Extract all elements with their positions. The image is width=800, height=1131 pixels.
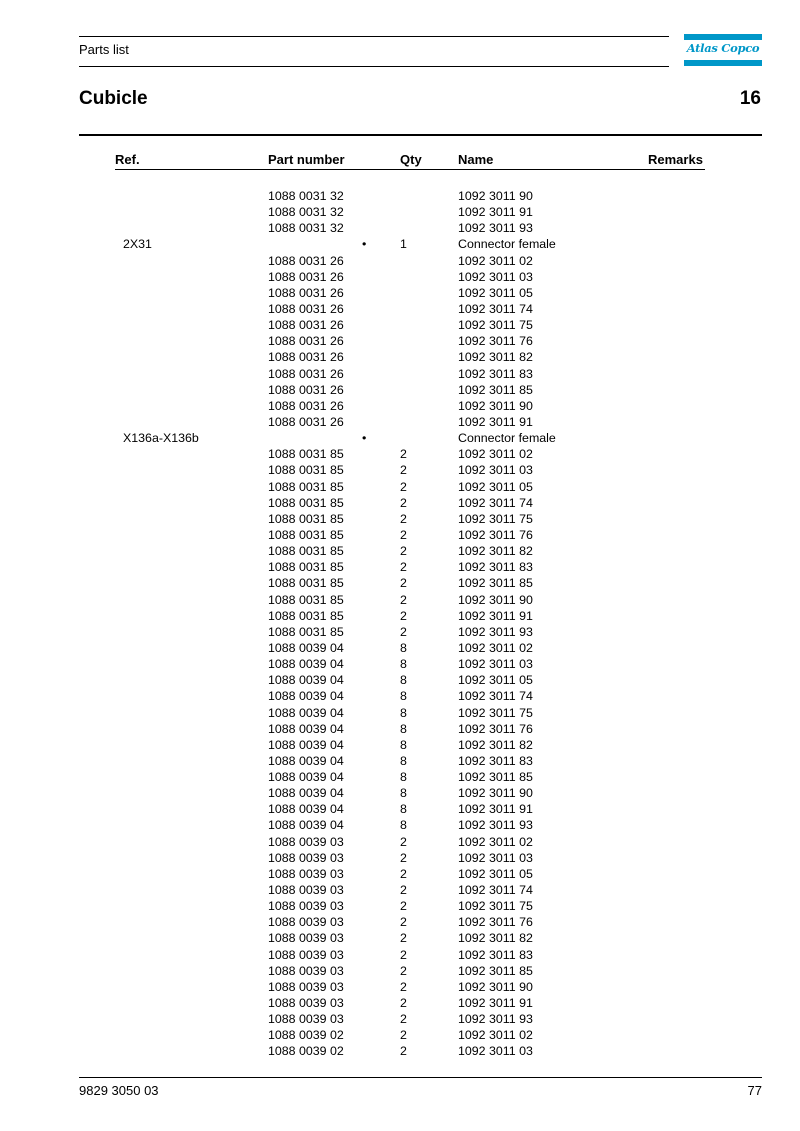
- row-qty: 2: [400, 527, 407, 542]
- row-name: 1092 3011 91: [458, 205, 533, 220]
- logo-bottom-bar: [684, 60, 762, 66]
- row-name: 1092 3011 76: [458, 527, 533, 542]
- row-name: 1092 3011 03: [458, 850, 533, 865]
- row-part-number: 1088 0039 03: [268, 931, 344, 946]
- row-qty: 2: [400, 479, 407, 494]
- row-part-number: 1088 0039 03: [268, 899, 344, 914]
- row-part-number: 1088 0039 03: [268, 947, 344, 962]
- row-name: 1092 3011 74: [458, 883, 533, 898]
- row-part-number: 1088 0031 85: [268, 479, 344, 494]
- row-part-number: 1088 0039 04: [268, 737, 344, 752]
- table-row: [0, 253, 800, 269]
- row-qty: 2: [400, 850, 407, 865]
- table-row: [0, 640, 800, 656]
- row-name: 1092 3011 83: [458, 947, 533, 962]
- row-name: 1092 3011 90: [458, 189, 533, 203]
- row-qty: 2: [400, 915, 407, 930]
- table-row: [0, 495, 800, 511]
- row-qty: 2: [400, 979, 407, 994]
- row-qty: 8: [400, 673, 407, 688]
- row-part-number: 1088 0039 03: [268, 850, 344, 865]
- row-qty: 2: [400, 463, 407, 478]
- row-part-number: 1088 0039 04: [268, 689, 344, 704]
- table-row: [0, 979, 800, 995]
- row-part-number: 1088 0039 04: [268, 770, 344, 785]
- column-header-name: Name: [458, 152, 494, 167]
- table-row: [0, 995, 800, 1011]
- row-part-number: 1088 0039 02: [268, 1044, 344, 1059]
- table-row: [0, 543, 800, 559]
- row-part-number: 1088 0039 04: [268, 753, 344, 768]
- row-part-number: 1088 0039 03: [268, 883, 344, 898]
- column-header-ref: Ref.: [115, 152, 140, 167]
- row-qty: 2: [400, 560, 407, 575]
- row-qty: 2: [400, 996, 407, 1011]
- row-bullet: •: [362, 431, 367, 446]
- row-name: 1092 3011 91: [458, 608, 533, 623]
- table-row: [0, 462, 800, 478]
- table-row: [0, 285, 800, 301]
- row-qty: 2: [400, 1028, 407, 1043]
- row-qty: 8: [400, 721, 407, 736]
- row-part-number: 1088 0031 85: [268, 495, 344, 510]
- row-name: 1092 3011 91: [458, 996, 533, 1011]
- row-name: 1092 3011 05: [458, 673, 533, 688]
- row-name: 1092 3011 83: [458, 560, 533, 575]
- row-part-number: 1088 0031 26: [268, 414, 344, 429]
- row-name: 1092 3011 85: [458, 770, 533, 785]
- table-row: [0, 947, 800, 963]
- row-qty: 8: [400, 640, 407, 655]
- column-header-qty: Qty: [400, 152, 422, 167]
- row-qty: 2: [400, 866, 407, 881]
- row-name: 1092 3011 02: [458, 834, 533, 849]
- table-row: [0, 527, 800, 543]
- row-qty: 2: [400, 511, 407, 526]
- parts-table: [0, 188, 800, 1060]
- row-part-number: 1088 0031 26: [268, 334, 344, 349]
- row-part-number: 1088 0031 32: [268, 189, 344, 203]
- page-number: 77: [747, 1083, 762, 1098]
- row-qty: 8: [400, 786, 407, 801]
- row-qty: 8: [400, 802, 407, 817]
- row-part-number: 1088 0039 03: [268, 996, 344, 1011]
- table-row: [0, 414, 800, 430]
- table-row: [0, 914, 800, 930]
- logo-wordmark: Atlas Copco: [686, 41, 760, 55]
- row-name: 1092 3011 02: [458, 447, 533, 462]
- row-part-number: 1088 0039 03: [268, 866, 344, 881]
- row-name: 1092 3011 76: [458, 915, 533, 930]
- row-part-number: 1088 0031 26: [268, 285, 344, 300]
- row-part-number: 1088 0039 03: [268, 834, 344, 849]
- row-name: 1092 3011 02: [458, 253, 533, 268]
- logo-top-bar: [684, 34, 762, 40]
- row-name: 1092 3011 76: [458, 334, 533, 349]
- table-row: [0, 349, 800, 365]
- row-name: 1092 3011 83: [458, 366, 533, 381]
- table-row: [0, 430, 800, 446]
- row-part-number: 1088 0031 26: [268, 382, 344, 397]
- table-row: [0, 204, 800, 220]
- row-name: 1092 3011 75: [458, 705, 533, 720]
- row-part-number: 1088 0039 04: [268, 705, 344, 720]
- row-name: 1092 3011 03: [458, 269, 533, 284]
- row-qty: 2: [400, 963, 407, 978]
- row-name: 1092 3011 91: [458, 802, 533, 817]
- title-rule: [79, 134, 762, 136]
- row-name: 1092 3011 02: [458, 640, 533, 655]
- table-row: [0, 592, 800, 608]
- row-part-number: 1088 0039 04: [268, 657, 344, 672]
- row-ref: 2X31: [123, 237, 152, 252]
- row-qty: 2: [400, 576, 407, 591]
- table-row: [0, 575, 800, 591]
- row-part-number: 1088 0031 26: [268, 366, 344, 381]
- row-name: 1092 3011 82: [458, 544, 533, 559]
- header-top-rule: [79, 36, 669, 37]
- row-qty: 1: [400, 237, 407, 252]
- row-part-number: 1088 0031 32: [268, 205, 344, 220]
- table-row: [0, 317, 800, 333]
- header-bottom-rule: [79, 66, 669, 67]
- table-row: [0, 220, 800, 236]
- row-name: 1092 3011 05: [458, 479, 533, 494]
- table-row: [0, 850, 800, 866]
- row-name: 1092 3011 85: [458, 963, 533, 978]
- row-name: 1092 3011 03: [458, 1044, 533, 1059]
- row-qty: 2: [400, 592, 407, 607]
- column-header-part-number: Part number: [268, 152, 345, 167]
- section-number: 16: [739, 88, 761, 109]
- row-name: 1092 3011 74: [458, 689, 533, 704]
- table-row: [0, 737, 800, 753]
- row-part-number: 1088 0039 04: [268, 673, 344, 688]
- row-name: 1092 3011 82: [458, 931, 533, 946]
- row-name: 1092 3011 93: [458, 818, 533, 833]
- row-part-number: 1088 0031 85: [268, 576, 344, 591]
- table-row: [0, 834, 800, 850]
- table-row: [0, 672, 800, 688]
- table-row: [0, 559, 800, 575]
- row-name: 1092 3011 76: [458, 721, 533, 736]
- table-row: [0, 769, 800, 785]
- row-name: 1092 3011 93: [458, 624, 533, 639]
- row-part-number: 1088 0031 85: [268, 560, 344, 575]
- table-row: [0, 333, 800, 349]
- row-part-number: 1088 0031 32: [268, 221, 344, 236]
- table-row: [0, 721, 800, 737]
- row-qty: 2: [400, 544, 407, 559]
- table-row: [0, 511, 800, 527]
- table-row: [0, 930, 800, 946]
- table-row: [0, 817, 800, 833]
- row-part-number: 1088 0031 26: [268, 318, 344, 333]
- row-qty: 8: [400, 657, 407, 672]
- row-name: 1092 3011 05: [458, 285, 533, 300]
- row-name: Connector female: [458, 237, 556, 252]
- table-row: [0, 882, 800, 898]
- row-qty: 2: [400, 947, 407, 962]
- row-qty: 8: [400, 705, 407, 720]
- row-name: Connector female: [458, 431, 556, 446]
- row-name: 1092 3011 90: [458, 592, 533, 607]
- page-title: Cubicle: [79, 88, 148, 109]
- row-qty: 8: [400, 737, 407, 752]
- table-row: [0, 753, 800, 769]
- row-qty: 2: [400, 608, 407, 623]
- row-part-number: 1088 0031 26: [268, 350, 344, 365]
- atlas-copco-logo: [684, 34, 762, 66]
- document-number: 9829 3050 03: [79, 1083, 159, 1098]
- table-row: [0, 705, 800, 721]
- row-name: 1092 3011 82: [458, 737, 533, 752]
- row-qty: 8: [400, 818, 407, 833]
- table-row: [0, 688, 800, 704]
- row-qty: 2: [400, 883, 407, 898]
- table-row: [0, 446, 800, 462]
- table-row: [0, 785, 800, 801]
- row-name: 1092 3011 93: [458, 221, 533, 236]
- table-row: [0, 1011, 800, 1027]
- row-name: 1092 3011 75: [458, 899, 533, 914]
- row-name: 1092 3011 90: [458, 398, 533, 413]
- row-qty: 2: [400, 834, 407, 849]
- row-name: 1092 3011 03: [458, 463, 533, 478]
- row-part-number: 1088 0031 85: [268, 608, 344, 623]
- row-qty: 2: [400, 624, 407, 639]
- table-row: [0, 236, 800, 252]
- row-part-number: 1088 0031 85: [268, 511, 344, 526]
- row-qty: 8: [400, 753, 407, 768]
- table-row: [0, 382, 800, 398]
- row-name: 1092 3011 75: [458, 511, 533, 526]
- table-row: [0, 366, 800, 382]
- table-row: [0, 1027, 800, 1043]
- row-qty: 2: [400, 495, 407, 510]
- row-part-number: 1088 0039 03: [268, 963, 344, 978]
- table-row: [0, 479, 800, 495]
- row-qty: 2: [400, 1044, 407, 1059]
- table-row: [0, 269, 800, 285]
- row-part-number: 1088 0031 85: [268, 592, 344, 607]
- row-part-number: 1088 0039 04: [268, 786, 344, 801]
- row-name: 1092 3011 93: [458, 1012, 533, 1027]
- table-row: [0, 866, 800, 882]
- row-name: 1092 3011 74: [458, 495, 533, 510]
- row-qty: 2: [400, 931, 407, 946]
- row-part-number: 1088 0031 85: [268, 624, 344, 639]
- row-part-number: 1088 0031 85: [268, 463, 344, 478]
- row-name: 1092 3011 85: [458, 576, 533, 591]
- row-part-number: 1088 0031 85: [268, 447, 344, 462]
- row-part-number: 1088 0031 85: [268, 544, 344, 559]
- table-row: [0, 963, 800, 979]
- row-name: 1092 3011 91: [458, 414, 533, 429]
- row-name: 1092 3011 83: [458, 753, 533, 768]
- row-name: 1092 3011 90: [458, 979, 533, 994]
- row-part-number: 1088 0039 03: [268, 979, 344, 994]
- table-row: [0, 656, 800, 672]
- row-name: 1092 3011 82: [458, 350, 533, 365]
- row-bullet: •: [362, 237, 367, 252]
- section-label: Parts list: [79, 42, 129, 57]
- row-qty: 8: [400, 770, 407, 785]
- row-name: 1092 3011 74: [458, 301, 533, 316]
- row-name: 1092 3011 03: [458, 657, 533, 672]
- row-part-number: 1088 0031 85: [268, 527, 344, 542]
- row-part-number: 1088 0031 26: [268, 398, 344, 413]
- row-qty: 8: [400, 689, 407, 704]
- footer-rule: [79, 1077, 762, 1078]
- table-row: [0, 801, 800, 817]
- table-row: [0, 188, 800, 204]
- row-name: 1092 3011 75: [458, 318, 533, 333]
- column-header-rule: [115, 169, 705, 170]
- row-part-number: 1088 0031 26: [268, 301, 344, 316]
- row-part-number: 1088 0039 03: [268, 1012, 344, 1027]
- row-part-number: 1088 0039 04: [268, 802, 344, 817]
- table-row: [0, 301, 800, 317]
- table-row: [0, 1043, 800, 1059]
- row-part-number: 1088 0039 02: [268, 1028, 344, 1043]
- row-name: 1092 3011 05: [458, 866, 533, 881]
- row-name: 1092 3011 85: [458, 382, 533, 397]
- row-part-number: 1088 0031 26: [268, 253, 344, 268]
- row-name: 1092 3011 90: [458, 786, 533, 801]
- table-row: [0, 624, 800, 640]
- row-name: 1092 3011 02: [458, 1028, 533, 1043]
- table-row: [0, 898, 800, 914]
- row-part-number: 1088 0039 04: [268, 818, 344, 833]
- row-ref: X136a-X136b: [123, 431, 199, 446]
- column-header-remarks: Remarks: [648, 152, 703, 167]
- table-row: [0, 398, 800, 414]
- row-part-number: 1088 0039 03: [268, 915, 344, 930]
- row-part-number: 1088 0039 04: [268, 721, 344, 736]
- row-qty: 2: [400, 447, 407, 462]
- row-qty: 2: [400, 1012, 407, 1027]
- row-part-number: 1088 0039 04: [268, 640, 344, 655]
- row-qty: 2: [400, 899, 407, 914]
- table-row: [0, 608, 800, 624]
- row-part-number: 1088 0031 26: [268, 269, 344, 284]
